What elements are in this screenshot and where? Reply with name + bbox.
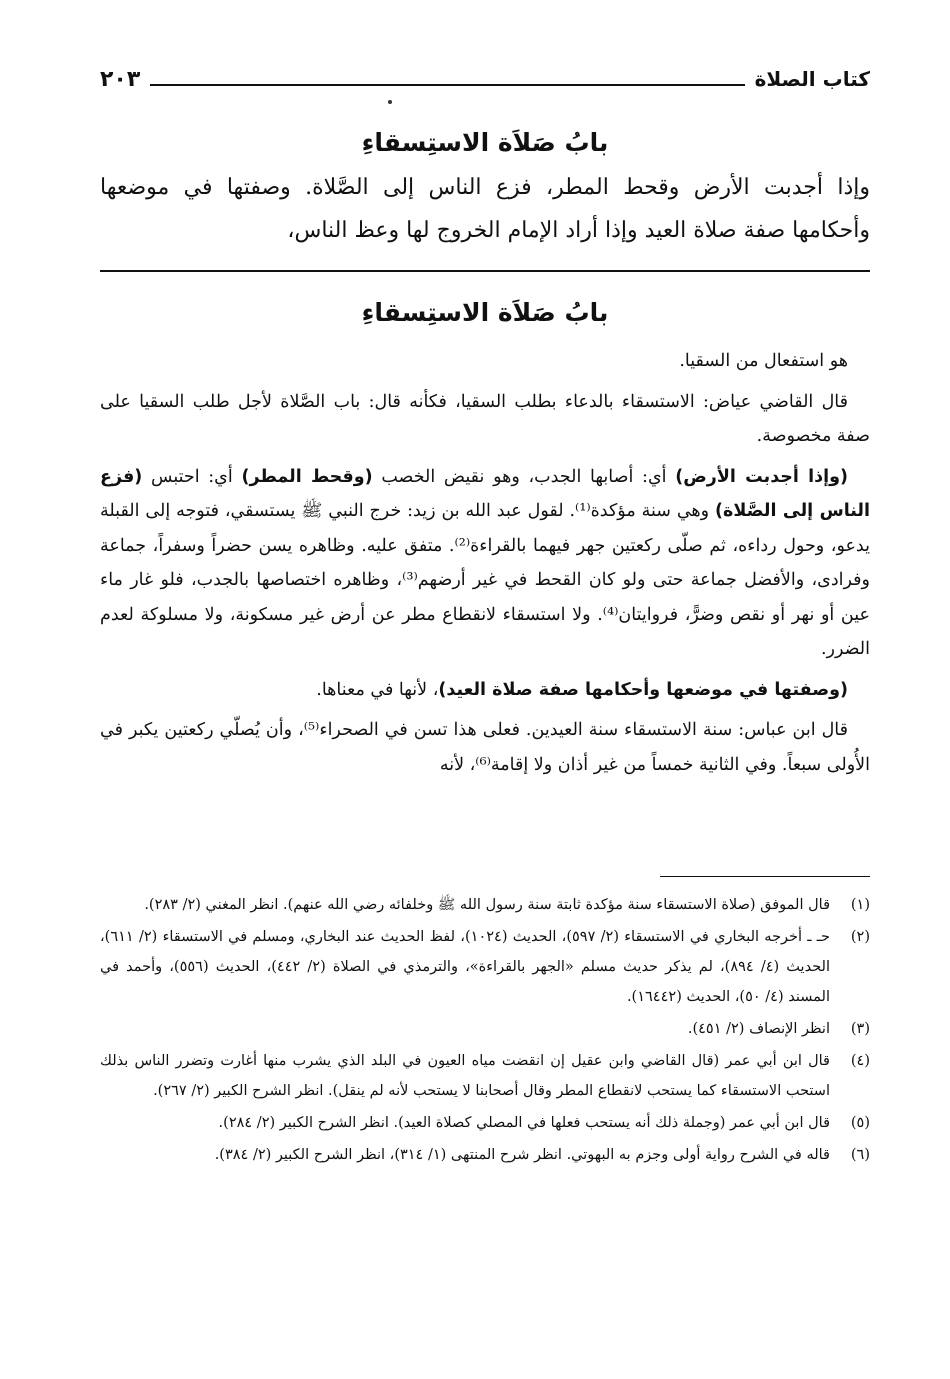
sharh-chapter-title: بابُ صَلاَة الاستِسقاءِ	[361, 298, 609, 327]
commentary-paragraph-4	[100, 673, 870, 708]
footnote-number: (٥)	[850, 1115, 870, 1131]
quoted-matn: (وصفتها في موضعها وأحكامها صفة صلاة العيد)	[438, 679, 848, 700]
footnote	[100, 1046, 870, 1106]
footnote-text: انظر الإنصاف (٢/ ٤٥١).	[687, 1021, 830, 1037]
running-header	[100, 62, 870, 96]
footnote-number: (٣)	[850, 1021, 870, 1037]
footnote-text: قال ابن أبي عمر (وجملة ذلك أنه يستحب فعلها في المصلي كصلاة العيد). انظر الشرح الكبير (٢/ ٢٨٤).	[218, 1115, 830, 1131]
quoted-matn: (وقحط المطر)	[241, 466, 373, 487]
ink-dot	[388, 100, 392, 104]
commentary-text: أي: احتبس	[142, 466, 242, 487]
footnote-number: (٢)	[850, 929, 870, 945]
book-title: كتاب الصلاة	[754, 67, 870, 91]
footnote	[100, 1014, 870, 1044]
commentary-text: وهي سنة مؤكدة⁽¹⁾. لقول عبد الله بن زيد: خرج النبي ﷺ يستسقي، فتوجه إلى القبلة يدعو، وحول رداءه، ثم صلّى ركعتين جهر فيهما بالقراءة⁽²⁾. متفق عليه. وظاهره يسن حضراً وسفراً، جماعة وفرادى، والأفضل جماعة حتى ولو كان القحط في غير أرضهم⁽³⁾، وظاهره اختصاصها بالجدب، فلو غار ماء عين أو نهر أو نقص وضرًّ، فروايتان⁽⁴⁾. ولا استسقاء لانقطاع مطر عن أرض غير مسكونة، ولا مسلوكة لعدم الضرر.	[100, 501, 870, 659]
matn-chapter-title: بابُ صَلاَة الاستِسقاءِ	[361, 128, 609, 157]
commentary-paragraph-3	[100, 460, 870, 667]
footnote-text: قال الموفق (صلاة الاستسقاء سنة مؤكدة ثابتة سنة رسول الله ﷺ وخلفائه رضي الله عنهم). انظر المغني (٢/ ٢٨٣).	[144, 897, 830, 913]
commentary-text: أي: أصابها الجدب، وهو نقيض الخصب	[372, 466, 676, 487]
footnote-text: قال ابن أبي عمر (قال القاضي وابن عقيل إن انقضت مياه العيون في البلد الذي يشرب منها أغارت وتضرر الناس بذلك استحب الاستسقاء كما يستحب لانقطاع المطر وقال أصحابنا لا يستحب لأنه لم ينقل). انظر الشرح الكبير (٢/ ٢٦٧).	[100, 1053, 830, 1099]
footnote	[100, 922, 870, 1012]
footnote-text: حـ ـ أخرجه البخاري في الاستسقاء (٢/ ٥٩٧)، الحديث (١٠٢٤)، لفظ الحديث عند البخاري، ومسلم في الاستسقاء (٢/ ٦١١)، الحديث (٤/ ٨٩٤)، لم يذكر حديث مسلم «الجهر بالقراءة»، والترمذي في الصلاة (٢/ ٤٤٢)، الحديث (٥٥٦)، وأحمد في المسند (٤/ ٥٠)، الحديث (١٦٤٤٢).	[100, 929, 831, 1005]
footnote-number: (٦)	[850, 1147, 870, 1163]
footnote-number: (٤)	[850, 1053, 870, 1069]
footnotes	[100, 890, 870, 1172]
footnote-separator	[660, 876, 870, 877]
commentary-paragraph-5: قال ابن عباس: سنة الاستسقاء سنة العيدين. فعلى هذا تسن في الصحراء⁽⁵⁾، وأن يُصلّي ركعتين يكبر في الأُولى سبعاً. وفي الثانية خمساً من غير أذان ولا إقامة⁽⁶⁾، لأنه	[100, 720, 870, 775]
commentary	[100, 344, 870, 788]
page-number: ٢٠٣	[100, 66, 141, 92]
commentary-text: ، لأنها في معناها.	[316, 679, 439, 700]
matn-separator	[100, 270, 870, 272]
quoted-matn: (فزع الناس إلى الصَّلاة)	[100, 466, 871, 521]
header-rule	[150, 84, 744, 86]
footnote	[100, 1108, 870, 1138]
commentary-paragraph-2: قال القاضي عياض: الاستسقاء بالدعاء بطلب السقيا، فكأنه قال: باب الصَّلاة لأجل طلب السقيا على صفة مخصوصة.	[100, 391, 870, 446]
footnote	[100, 890, 870, 920]
commentary-paragraph-1: هو استفعال من السقيا.	[679, 351, 848, 371]
footnote	[100, 1140, 870, 1170]
matn-text: وإذا أجدبت الأرض وقحط المطر، فزع الناس إلى الصَّلاة. وصفتها في موضعها وأحكامها صفة صلاة العيد وإذا أراد الإمام الخروج لها وعظ الناس،	[100, 175, 870, 243]
footnote-number: (١)	[850, 897, 870, 913]
quoted-matn: (وإذا أجدبت الأرض)	[675, 466, 849, 487]
footnote-text: قاله في الشرح رواية أولى وجزم به البهوتي. انظر شرح المنتهى (١/ ٣١٤)، انظر الشرح الكبير (٢/ ٣٨٤).	[214, 1147, 830, 1163]
